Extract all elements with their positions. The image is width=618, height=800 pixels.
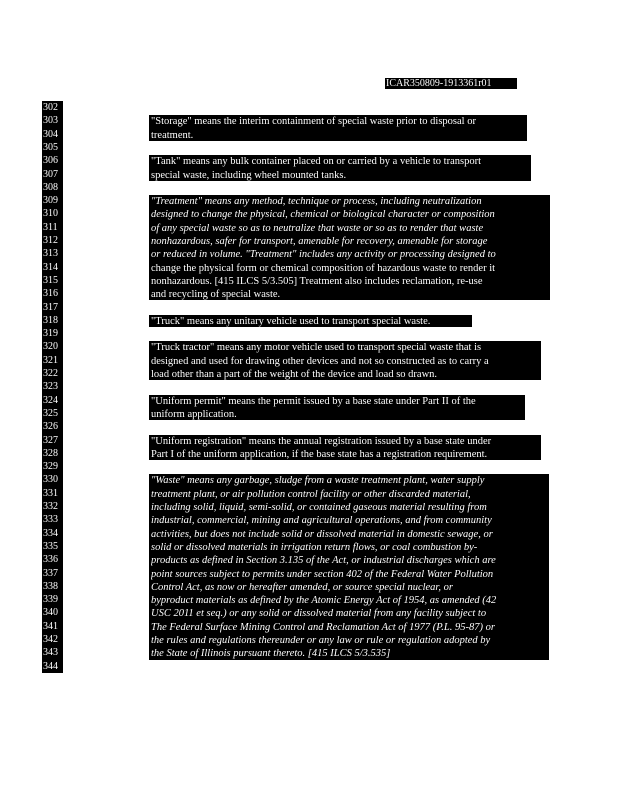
- line-number: 302: [43, 102, 58, 113]
- line-number: 335: [43, 540, 58, 552]
- line-number: 334: [43, 527, 58, 539]
- definition-line: Control Act, as now or hereafter amended, or source special nuclear, or: [151, 581, 453, 593]
- definition-line: "Tank" means any bulk container placed on or carried by a vehicle to transport: [151, 156, 482, 168]
- line-number: 313: [43, 248, 58, 260]
- line-number: 341: [43, 620, 58, 632]
- definition-line: The Federal Surface Mining Control and Reclamation Act of 1977 (P.L. 95-87) or: [151, 621, 495, 633]
- line-number: 315: [43, 274, 58, 286]
- definition-line: the State of Illinois pursuant thereto. [415 ILCS 5/3.535]: [151, 648, 391, 660]
- line-number: 333: [43, 514, 58, 526]
- line-number: 314: [43, 261, 58, 273]
- definition-line: designed and used for drawing other devices and not so constructed as to carry a: [151, 355, 489, 367]
- line-number: 324: [43, 394, 58, 406]
- definition-line: special waste, including wheel mounted tanks.: [151, 169, 347, 181]
- line-number: 344: [43, 660, 58, 672]
- line-number: 322: [43, 368, 58, 379]
- definition-line: or reduced in volume. "Treatment" includes any activity or processing designed to: [151, 249, 496, 261]
- definition-line: of any special waste so as to neutralize that waste or so as to render that waste: [151, 222, 484, 234]
- definition-line: "Uniform permit" means the permit issued by a base state under Part II of the: [151, 395, 476, 407]
- line-number: 323: [43, 381, 58, 393]
- line-number: 329: [43, 461, 58, 473]
- definition-line: treatment.: [151, 129, 194, 141]
- line-number: 303: [43, 115, 58, 127]
- definition-line: uniform application.: [151, 408, 237, 420]
- definition-line: "Treatment" means any method, technique or process, including neutralization: [151, 196, 482, 208]
- definition-line: including solid, liquid, semi-solid, or contained gaseous material resulting from: [151, 502, 487, 513]
- definition-line: activities, but does not include solid or dissolved material in domestic sewage, or: [151, 528, 493, 540]
- line-number: 318: [43, 314, 58, 326]
- line-number: 307: [43, 168, 58, 180]
- definition-line: "Waste" means any garbage, sludge from a waste treatment plant, water supply: [151, 475, 485, 487]
- line-number: 327: [43, 434, 58, 446]
- definition-line: industrial, commercial, mining and agricultural operations, and from community: [151, 515, 492, 527]
- line-number: 311: [43, 221, 58, 233]
- document-id: ICAR350809-1913361r01: [385, 78, 517, 89]
- line-number: 304: [43, 128, 58, 140]
- definition-line: byproduct materials as defined by the Atomic Energy Act of 1954, as amended (42: [151, 595, 497, 607]
- line-number: 310: [43, 208, 58, 220]
- definition-line: load other than a part of the weight of the device and load so drawn.: [151, 369, 438, 380]
- line-number: 312: [43, 235, 58, 246]
- definition-line: point sources subject to permits under section 402 of the Federal Water Pollution: [151, 568, 494, 580]
- line-number: 338: [43, 580, 58, 592]
- definition-line: and recycling of special waste.: [151, 289, 281, 301]
- definition-line: the rules and regulations thereunder or any law or rule or regulation adopted by: [151, 635, 491, 646]
- line-number: 316: [43, 288, 58, 300]
- line-number: 306: [43, 155, 58, 167]
- definition-line: "Truck tractor" means any motor vehicle used to transport special waste that is: [151, 342, 482, 354]
- line-number: 343: [43, 647, 58, 659]
- line-number: 305: [43, 141, 58, 153]
- line-number: 332: [43, 501, 58, 512]
- definition-line: "Storage" means the interim containment of special waste prior to disposal or: [151, 116, 476, 128]
- line-number: 317: [43, 301, 58, 313]
- definition-line: solid or dissolved materials in irrigation return flows, or coal combustion by-: [151, 541, 478, 553]
- line-number: 331: [43, 487, 58, 499]
- line-number: 326: [43, 421, 58, 433]
- definition-line: nonhazardous. [415 ILCS 5/3.505] Treatment also includes reclamation, re-use: [151, 275, 483, 287]
- line-number: 340: [43, 607, 58, 619]
- definition-line: products as defined in Section 3.135 of the Act, or industrial discharges which are: [151, 555, 496, 567]
- line-number: 342: [43, 634, 58, 645]
- line-number: 320: [43, 341, 58, 353]
- definition-line: designed to change the physical, chemical or biological character or composition: [151, 209, 495, 221]
- definition-line: USC 2011 et seq.) or any solid or dissolved material from any facility subject to: [151, 608, 487, 620]
- definition-line: change the physical form or chemical composition of hazardous waste to render it: [151, 262, 496, 274]
- definition-line: treatment plant, or air pollution control facility or other discarded material,: [151, 488, 471, 500]
- line-number: 308: [43, 181, 58, 193]
- line-number: 319: [43, 328, 58, 340]
- definition-line: "Truck" means any unitary vehicle used to transport special waste.: [151, 315, 431, 327]
- line-number: 321: [43, 354, 58, 366]
- line-number: 328: [43, 447, 58, 459]
- definition-line: "Uniform registration" means the annual registration issued by a base state under: [151, 435, 492, 447]
- line-number: 339: [43, 594, 58, 606]
- line-number: 336: [43, 554, 58, 566]
- line-number: 330: [43, 474, 58, 486]
- line-number: 325: [43, 407, 58, 419]
- line-number: 337: [43, 567, 58, 579]
- definition-line: nonhazardous, safer for transport, amenable for recovery, amenable for storage: [151, 236, 488, 247]
- definition-line: Part I of the uniform application, if the base state has a registration requirement.: [151, 448, 488, 460]
- line-number: 309: [43, 195, 58, 207]
